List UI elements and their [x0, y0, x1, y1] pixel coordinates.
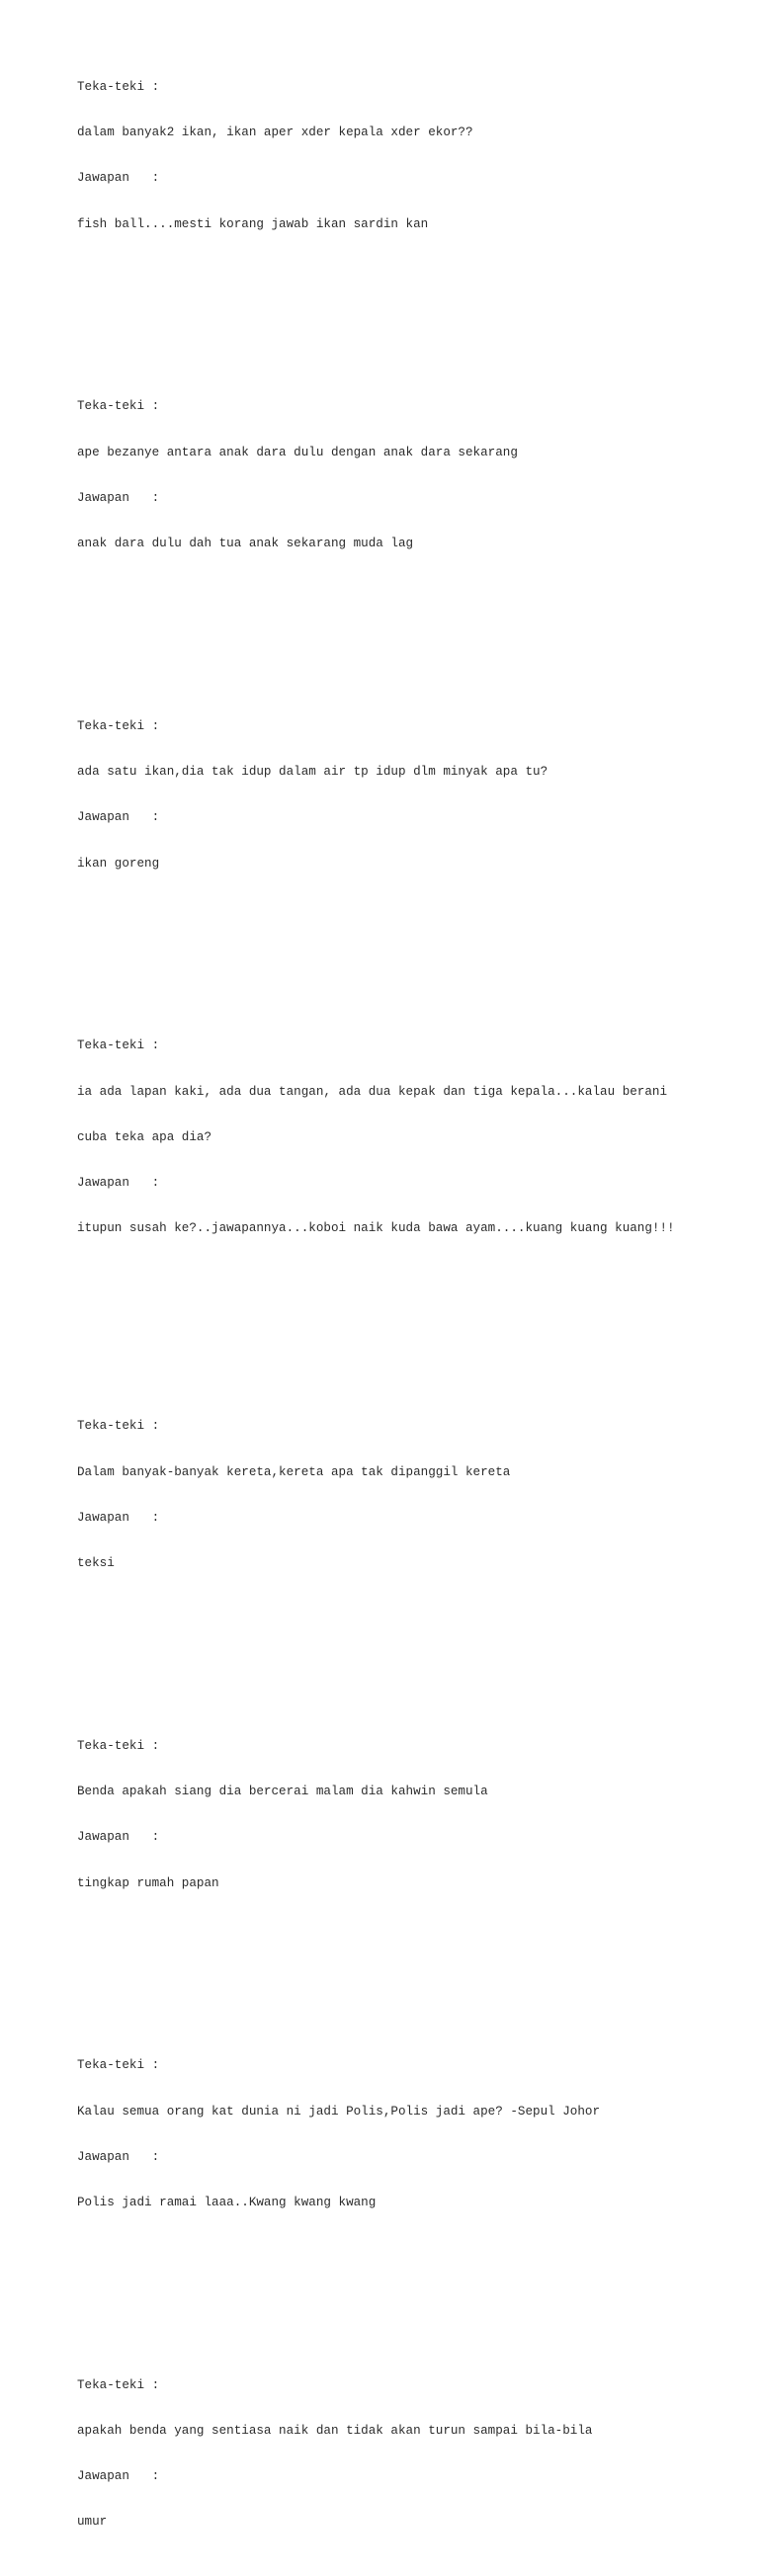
riddle-label: Teka-teki :	[77, 718, 160, 733]
riddle-entry	[77, 2029, 749, 2242]
answer-label: Jawapan :	[77, 490, 160, 505]
riddle-question: Benda apakah siang dia bercerai malam dia kahwin semula	[77, 1785, 488, 1799]
riddle-question: ape bezanye antara anak dara dulu dengan anak dara sekarang	[77, 445, 518, 459]
answer-label: Jawapan :	[77, 2149, 160, 2164]
riddle-question: cuba teka apa dia?	[77, 1129, 212, 1144]
riddle-label: Teka-teki :	[77, 2058, 160, 2073]
riddle-answer: fish ball....mesti korang jawab ikan sardin kan	[77, 216, 429, 231]
riddle-question: ia ada lapan kaki, ada dua tangan, ada dua kepak dan tiga kepala...kalau berani	[77, 1084, 668, 1099]
riddle-label: Teka-teki :	[77, 1419, 160, 1434]
riddle-question: Kalau semua orang kat dunia ni jadi Polis,Polis jadi ape? -Sepul Johor	[77, 2104, 601, 2119]
riddle-answer: Polis jadi ramai laaa..Kwang kwang kwang	[77, 2195, 377, 2209]
riddle-entry	[77, 1009, 749, 1268]
riddle-question: apakah benda yang sentiasa naik dan tidak akan turun sampai bila-bila	[77, 2424, 593, 2439]
riddle-label: Teka-teki :	[77, 2377, 160, 2392]
riddle-question: Dalam banyak-banyak kereta,kereta apa tak dipanggil kereta	[77, 1464, 511, 1479]
riddle-entry	[77, 1708, 749, 1922]
riddle-answer: teksi	[77, 1556, 115, 1571]
answer-label: Jawapan :	[77, 171, 160, 186]
riddle-answer: umur	[77, 2515, 108, 2530]
riddle-answer: ikan goreng	[77, 856, 160, 871]
riddle-entry	[77, 49, 749, 263]
riddle-label: Teka-teki :	[77, 399, 160, 414]
riddle-entry	[77, 689, 749, 902]
answer-label: Jawapan :	[77, 810, 160, 825]
riddle-answer: itupun susah ke?..jawapannya...koboi naik kuda bawa ayam....kuang kuang kuang!!!	[77, 1221, 675, 1236]
riddle-entry	[77, 370, 749, 583]
riddle-entry	[77, 1389, 749, 1603]
riddle-question: ada satu ikan,dia tak idup dalam air tp idup dlm minyak apa tu?	[77, 765, 548, 780]
riddle-label: Teka-teki :	[77, 80, 160, 95]
riddle-question: dalam banyak2 ikan, ikan aper xder kepala xder ekor??	[77, 125, 473, 140]
answer-label: Jawapan :	[77, 1830, 160, 1845]
riddle-document	[77, 4, 749, 2576]
answer-label: Jawapan :	[77, 1176, 160, 1190]
answer-label: Jawapan :	[77, 2469, 160, 2484]
riddle-label: Teka-teki :	[77, 1039, 160, 1053]
answer-label: Jawapan :	[77, 1510, 160, 1525]
riddle-answer: anak dara dulu dah tua anak sekarang muda lag	[77, 537, 414, 551]
riddle-entry	[77, 2348, 749, 2561]
riddle-label: Teka-teki :	[77, 1738, 160, 1753]
riddle-answer: tingkap rumah papan	[77, 1875, 219, 1890]
